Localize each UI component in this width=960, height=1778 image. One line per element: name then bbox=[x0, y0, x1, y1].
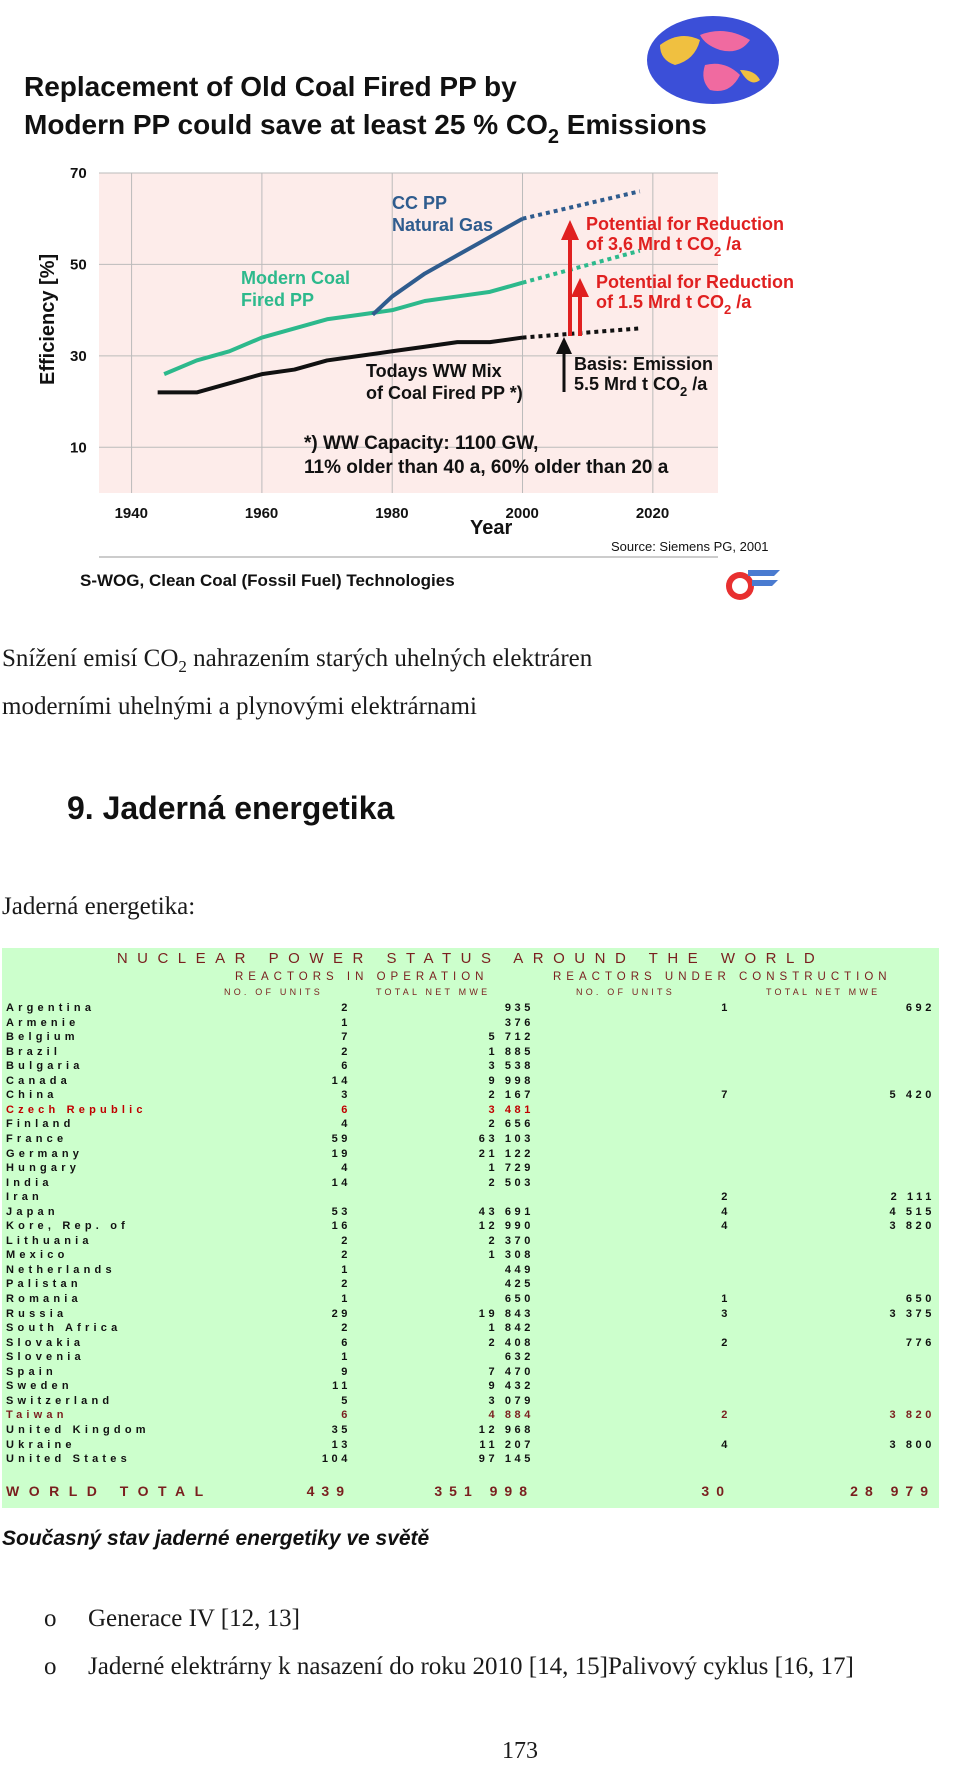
op-units-cell: 2 bbox=[341, 1045, 351, 1058]
country-cell: India bbox=[6, 1176, 53, 1189]
con-mwe-cell: 4 515 bbox=[889, 1205, 935, 1218]
op-mwe-cell: 1 885 bbox=[488, 1045, 534, 1058]
op-units-cell: 9 bbox=[341, 1365, 351, 1378]
op-mwe-cell: 1 308 bbox=[488, 1249, 534, 1262]
con-units-cell: 4 bbox=[721, 1205, 731, 1218]
table-row bbox=[2, 1133, 939, 1147]
table-row bbox=[2, 1439, 939, 1453]
op-mwe-cell: 3 481 bbox=[488, 1103, 534, 1116]
table-row bbox=[2, 1322, 939, 1336]
con-units-cell: 2 bbox=[721, 1336, 731, 1349]
x-tick-labels bbox=[115, 505, 670, 522]
label-cc-line1: CC PP bbox=[392, 193, 448, 213]
table-title: NUCLEAR POWER STATUS AROUND THE WORLD bbox=[116, 950, 825, 967]
op-mwe-cell: 11 207 bbox=[479, 1438, 534, 1451]
op-mwe-cell: 12 968 bbox=[478, 1423, 534, 1436]
op-units-cell: 11 bbox=[332, 1380, 351, 1393]
op-mwe-cell: 9 998 bbox=[488, 1074, 534, 1087]
op-units-cell: 14 bbox=[331, 1176, 351, 1189]
nuclear-status-table bbox=[2, 948, 939, 1508]
efficiency-chart bbox=[0, 0, 960, 615]
op-units-cell: 1 bbox=[341, 1293, 351, 1305]
y-axis-label: Efficiency [%] bbox=[37, 253, 59, 385]
table-row bbox=[2, 1177, 939, 1191]
op-mwe-cell: 3 079 bbox=[488, 1394, 534, 1407]
op-mwe-cell: 632 bbox=[504, 1351, 534, 1364]
table-row bbox=[2, 1002, 939, 1016]
op-mwe-cell: 5 712 bbox=[488, 1031, 534, 1044]
op-units-cell: 2 bbox=[341, 1322, 351, 1335]
con-mwe-cell: 3 820 bbox=[889, 1409, 935, 1422]
x-axis-label: Year bbox=[470, 517, 513, 539]
caption-text-b: nahrazením starých uhelných elektráren bbox=[186, 645, 593, 672]
subheader-mwe-con: TOTAL NET MWE bbox=[766, 987, 881, 997]
country-cell: Belgium bbox=[6, 1031, 79, 1044]
country-cell: Germany bbox=[6, 1147, 84, 1160]
figure-title-line2-text: Modern PP could save at least 25 % CO bbox=[24, 109, 548, 140]
country-cell: Sweden bbox=[6, 1380, 73, 1393]
country-cell: United States bbox=[6, 1453, 131, 1466]
country-cell: Bulgaria bbox=[6, 1060, 84, 1073]
table-row bbox=[2, 1031, 939, 1045]
globe-logo-icon bbox=[647, 16, 779, 104]
op-mwe-cell: 2 656 bbox=[488, 1118, 534, 1131]
table-caption: Současný stav jaderné energetiky ve světě bbox=[2, 1527, 430, 1550]
y-tick-labels bbox=[70, 165, 87, 456]
footer-left-label: S-WOG, Clean Coal (Fossil Fuel) Technologies bbox=[80, 571, 455, 590]
table-row bbox=[2, 1017, 939, 1031]
country-cell: Lithuania bbox=[6, 1234, 93, 1247]
con-mwe-cell: 692 bbox=[905, 1002, 935, 1014]
op-units-cell: 6 bbox=[341, 1060, 351, 1073]
country-cell: Kore, Rep. of bbox=[6, 1220, 130, 1233]
country-cell: Ukraine bbox=[6, 1438, 76, 1451]
op-units-cell: 2 bbox=[341, 1234, 351, 1247]
country-cell: South Africa bbox=[6, 1322, 122, 1335]
con-mwe-cell: 3 375 bbox=[889, 1307, 935, 1320]
total-op-units: 439 bbox=[306, 1483, 351, 1499]
country-cell: Iran bbox=[6, 1191, 43, 1204]
table-row bbox=[2, 1046, 939, 1060]
con-mwe-cell: 776 bbox=[905, 1336, 935, 1349]
label-pot2-line2-text: of 1.5 Mrd t CO bbox=[596, 292, 725, 312]
caption-text-a: Snížení emisí CO bbox=[2, 645, 179, 672]
op-mwe-cell: 63 103 bbox=[478, 1132, 534, 1145]
label-pot1-line1: Potential for Reduction bbox=[586, 214, 784, 234]
x-tick-label: 1960 bbox=[244, 505, 279, 522]
op-mwe-cell: 376 bbox=[504, 1016, 534, 1029]
caption-subscript: 2 bbox=[178, 657, 187, 676]
op-units-cell: 53 bbox=[331, 1205, 351, 1218]
table-row bbox=[2, 1118, 939, 1132]
country-cell: Armenie bbox=[6, 1016, 80, 1029]
x-tick-label: 1980 bbox=[375, 505, 409, 522]
figure-title-sub: 2 bbox=[547, 126, 560, 148]
section-heading: 9. Jaderná energetika bbox=[67, 790, 395, 826]
label-pot1-tail: /a bbox=[721, 234, 742, 254]
bullet-marker: o bbox=[44, 1605, 57, 1632]
con-mwe-cell: 3 820 bbox=[889, 1220, 935, 1233]
subheader-units-op: NO. OF UNITS bbox=[224, 987, 323, 997]
label-basis-line1: Basis: Emission bbox=[574, 354, 714, 374]
op-units-cell: 2 bbox=[341, 1002, 351, 1014]
country-cell: Canada bbox=[6, 1074, 71, 1087]
op-mwe-cell: 7 470 bbox=[488, 1365, 534, 1378]
op-units-cell: 29 bbox=[331, 1307, 351, 1320]
table-row bbox=[2, 1104, 939, 1118]
op-units-cell: 7 bbox=[341, 1031, 351, 1044]
table-row bbox=[2, 1235, 939, 1249]
op-mwe-cell: 935 bbox=[504, 1002, 534, 1014]
op-mwe-cell: 9 432 bbox=[488, 1380, 534, 1393]
op-mwe-cell: 97 145 bbox=[478, 1453, 534, 1466]
con-units-cell: 3 bbox=[721, 1307, 731, 1320]
country-cell: Russia bbox=[6, 1307, 68, 1320]
op-units-cell: 2 bbox=[341, 1249, 351, 1262]
bullet-text: Generace IV [12, 13] bbox=[88, 1605, 300, 1632]
x-tick-label: 1940 bbox=[114, 505, 148, 522]
total-op-mwe: 351 998 bbox=[434, 1483, 534, 1499]
figure-caption-line2: moderními uhelnými a plynovými elektrárnami bbox=[2, 693, 477, 720]
table-row bbox=[2, 1380, 939, 1394]
table-row bbox=[2, 1089, 939, 1103]
op-units-cell: 1 bbox=[341, 1263, 351, 1276]
country-cell: Palistan bbox=[6, 1278, 82, 1291]
table-row bbox=[2, 1264, 939, 1278]
op-mwe-cell: 19 843 bbox=[478, 1307, 534, 1320]
op-mwe-cell: 1 729 bbox=[488, 1162, 534, 1175]
figure-title-line2 bbox=[24, 109, 707, 148]
con-units-cell: 2 bbox=[721, 1409, 731, 1422]
country-cell: China bbox=[6, 1089, 58, 1102]
con-units-cell: 4 bbox=[721, 1438, 731, 1451]
country-cell: Japan bbox=[6, 1205, 59, 1218]
note-line2: 11% older than 40 a, 60% older than 20 a bbox=[304, 457, 669, 478]
con-mwe-cell: 3 800 bbox=[889, 1438, 935, 1451]
op-units-cell: 4 bbox=[341, 1118, 351, 1131]
figure-caption-line1 bbox=[2, 645, 592, 677]
country-cell: United Kingdom bbox=[6, 1423, 150, 1436]
con-units-cell: 2 bbox=[721, 1191, 731, 1204]
op-units-cell: 16 bbox=[331, 1220, 351, 1233]
con-units-cell: 1 bbox=[721, 1002, 731, 1014]
con-units-cell: 1 bbox=[721, 1293, 731, 1305]
op-mwe-cell: 21 122 bbox=[478, 1147, 534, 1160]
op-mwe-cell: 2 370 bbox=[488, 1234, 534, 1247]
country-cell: Hungary bbox=[6, 1162, 81, 1175]
group-header-construction: REACTORS UNDER CONSTRUCTION bbox=[553, 971, 892, 983]
op-mwe-cell: 449 bbox=[504, 1263, 534, 1276]
source-label: Source: Siemens PG, 2001 bbox=[611, 539, 769, 554]
op-units-cell: 3 bbox=[341, 1089, 351, 1102]
op-units-cell: 2 bbox=[341, 1278, 351, 1291]
con-mwe-cell: 650 bbox=[905, 1293, 935, 1305]
op-units-cell: 4 bbox=[341, 1162, 351, 1175]
op-units-cell: 6 bbox=[341, 1409, 351, 1422]
op-mwe-cell: 2 167 bbox=[488, 1089, 534, 1102]
country-cell: Spain bbox=[6, 1365, 57, 1378]
country-cell: Taiwan bbox=[6, 1409, 68, 1422]
op-units-cell: 6 bbox=[341, 1103, 351, 1116]
figure-title-line1: Replacement of Old Coal Fired PP by bbox=[24, 71, 517, 102]
table-row bbox=[2, 1337, 939, 1351]
table-row bbox=[2, 1308, 939, 1322]
label-pot2-line1: Potential for Reduction bbox=[596, 272, 794, 292]
con-mwe-cell: 2 111 bbox=[890, 1191, 935, 1204]
label-ww-line1: Todays WW Mix bbox=[366, 361, 502, 381]
con-units-cell: 4 bbox=[721, 1220, 731, 1233]
co2-figure bbox=[0, 0, 960, 615]
table-row bbox=[2, 1366, 939, 1380]
country-cell: France bbox=[6, 1132, 68, 1145]
op-units-cell: 5 bbox=[341, 1394, 351, 1407]
table-row bbox=[2, 1060, 939, 1074]
table-row bbox=[2, 1351, 939, 1365]
op-mwe-cell: 43 691 bbox=[478, 1205, 534, 1218]
op-mwe-cell: 12 990 bbox=[478, 1220, 534, 1233]
intro-label: Jaderná energetika: bbox=[2, 893, 196, 920]
table-row bbox=[2, 1453, 939, 1467]
country-cell: Netherlands bbox=[6, 1263, 116, 1276]
y-tick-label: 30 bbox=[70, 347, 87, 365]
y-tick-label: 10 bbox=[70, 439, 87, 457]
y-tick-label: 70 bbox=[70, 165, 87, 182]
country-cell: Czech Republic bbox=[6, 1103, 147, 1116]
op-mwe-cell: 1 842 bbox=[488, 1322, 534, 1335]
op-units-cell: 1 bbox=[341, 1351, 351, 1364]
op-units-cell: 19 bbox=[331, 1147, 351, 1160]
total-con-units: 30 bbox=[701, 1483, 731, 1499]
country-cell: Brazil bbox=[6, 1045, 62, 1058]
op-units-cell: 6 bbox=[341, 1336, 351, 1349]
op-mwe-cell: 3 538 bbox=[488, 1060, 534, 1073]
op-mwe-cell: 650 bbox=[504, 1293, 534, 1305]
subheader-units-con: NO. OF UNITS bbox=[576, 987, 675, 997]
table-row bbox=[2, 1395, 939, 1409]
label-cc-line2: Natural Gas bbox=[392, 215, 494, 235]
op-mwe-cell: 2 503 bbox=[488, 1176, 534, 1189]
label-pot2-sub: 2 bbox=[724, 302, 732, 317]
figure-title-tail: Emissions bbox=[559, 109, 707, 140]
country-cell: Romania bbox=[6, 1293, 82, 1305]
label-modern-line1: Modern Coal bbox=[241, 268, 351, 288]
y-tick-label: 50 bbox=[70, 256, 87, 274]
op-mwe-cell: 2 408 bbox=[488, 1336, 534, 1349]
world-total-row bbox=[2, 1483, 939, 1501]
label-basis-line2-text: 5.5 Mrd t CO bbox=[574, 374, 681, 394]
total-label: WORLD TOTAL bbox=[6, 1483, 213, 1499]
op-mwe-cell: 425 bbox=[504, 1278, 534, 1291]
organization-logo-icon bbox=[726, 570, 780, 600]
label-modern-line2: Fired PP bbox=[241, 290, 315, 310]
country-cell: Switzerland bbox=[6, 1394, 114, 1407]
country-cell: Mexico bbox=[6, 1249, 69, 1262]
label-basis-tail: /a bbox=[687, 374, 708, 394]
label-pot2-tail: /a bbox=[731, 292, 752, 312]
label-basis-sub: 2 bbox=[680, 384, 688, 399]
country-cell: Finland bbox=[6, 1118, 75, 1131]
table-row bbox=[2, 1278, 939, 1292]
note-line1: *) WW Capacity: 1100 GW, bbox=[304, 433, 539, 454]
country-cell: Argentina bbox=[6, 1002, 96, 1014]
op-units-cell: 59 bbox=[331, 1132, 351, 1145]
table-row bbox=[2, 1220, 939, 1234]
table-row bbox=[2, 1075, 939, 1089]
x-tick-label: 2000 bbox=[505, 505, 539, 522]
op-units-cell: 104 bbox=[321, 1453, 351, 1466]
bullet-marker: o bbox=[44, 1653, 57, 1680]
table-row bbox=[2, 1249, 939, 1263]
table-row bbox=[2, 1191, 939, 1205]
op-units-cell: 13 bbox=[331, 1438, 351, 1451]
bullet-text: Jaderné elektrárny k nasazení do roku 2010 [14, 15]Palivový cyklus [16, 17] bbox=[88, 1653, 854, 1680]
x-tick-label: 2020 bbox=[635, 505, 670, 522]
table-row bbox=[2, 1424, 939, 1438]
table-row bbox=[2, 1409, 939, 1423]
op-units-cell: 1 bbox=[341, 1016, 351, 1029]
country-cell: Slovenia bbox=[6, 1351, 85, 1364]
table-row bbox=[2, 1162, 939, 1176]
con-units-cell: 7 bbox=[721, 1089, 731, 1102]
table-row bbox=[2, 1148, 939, 1162]
label-pot1-sub: 2 bbox=[714, 244, 722, 259]
subheader-mwe-op: TOTAL NET MWE bbox=[376, 987, 491, 997]
page-number: 173 bbox=[502, 1738, 538, 1764]
table-row bbox=[2, 1206, 939, 1220]
table-row bbox=[2, 1293, 939, 1307]
con-mwe-cell: 5 420 bbox=[889, 1089, 935, 1102]
op-mwe-cell: 4 884 bbox=[488, 1409, 534, 1422]
group-header-operation: REACTORS IN OPERATION bbox=[235, 971, 489, 983]
country-cell: Slovakia bbox=[6, 1336, 85, 1349]
op-units-cell: 14 bbox=[331, 1074, 351, 1087]
op-units-cell: 35 bbox=[331, 1423, 351, 1436]
label-pot1-line2-text: of 3,6 Mrd t CO bbox=[586, 234, 715, 254]
total-con-mwe: 28 979 bbox=[850, 1483, 935, 1499]
label-ww-line2: of Coal Fired PP *) bbox=[366, 383, 523, 403]
